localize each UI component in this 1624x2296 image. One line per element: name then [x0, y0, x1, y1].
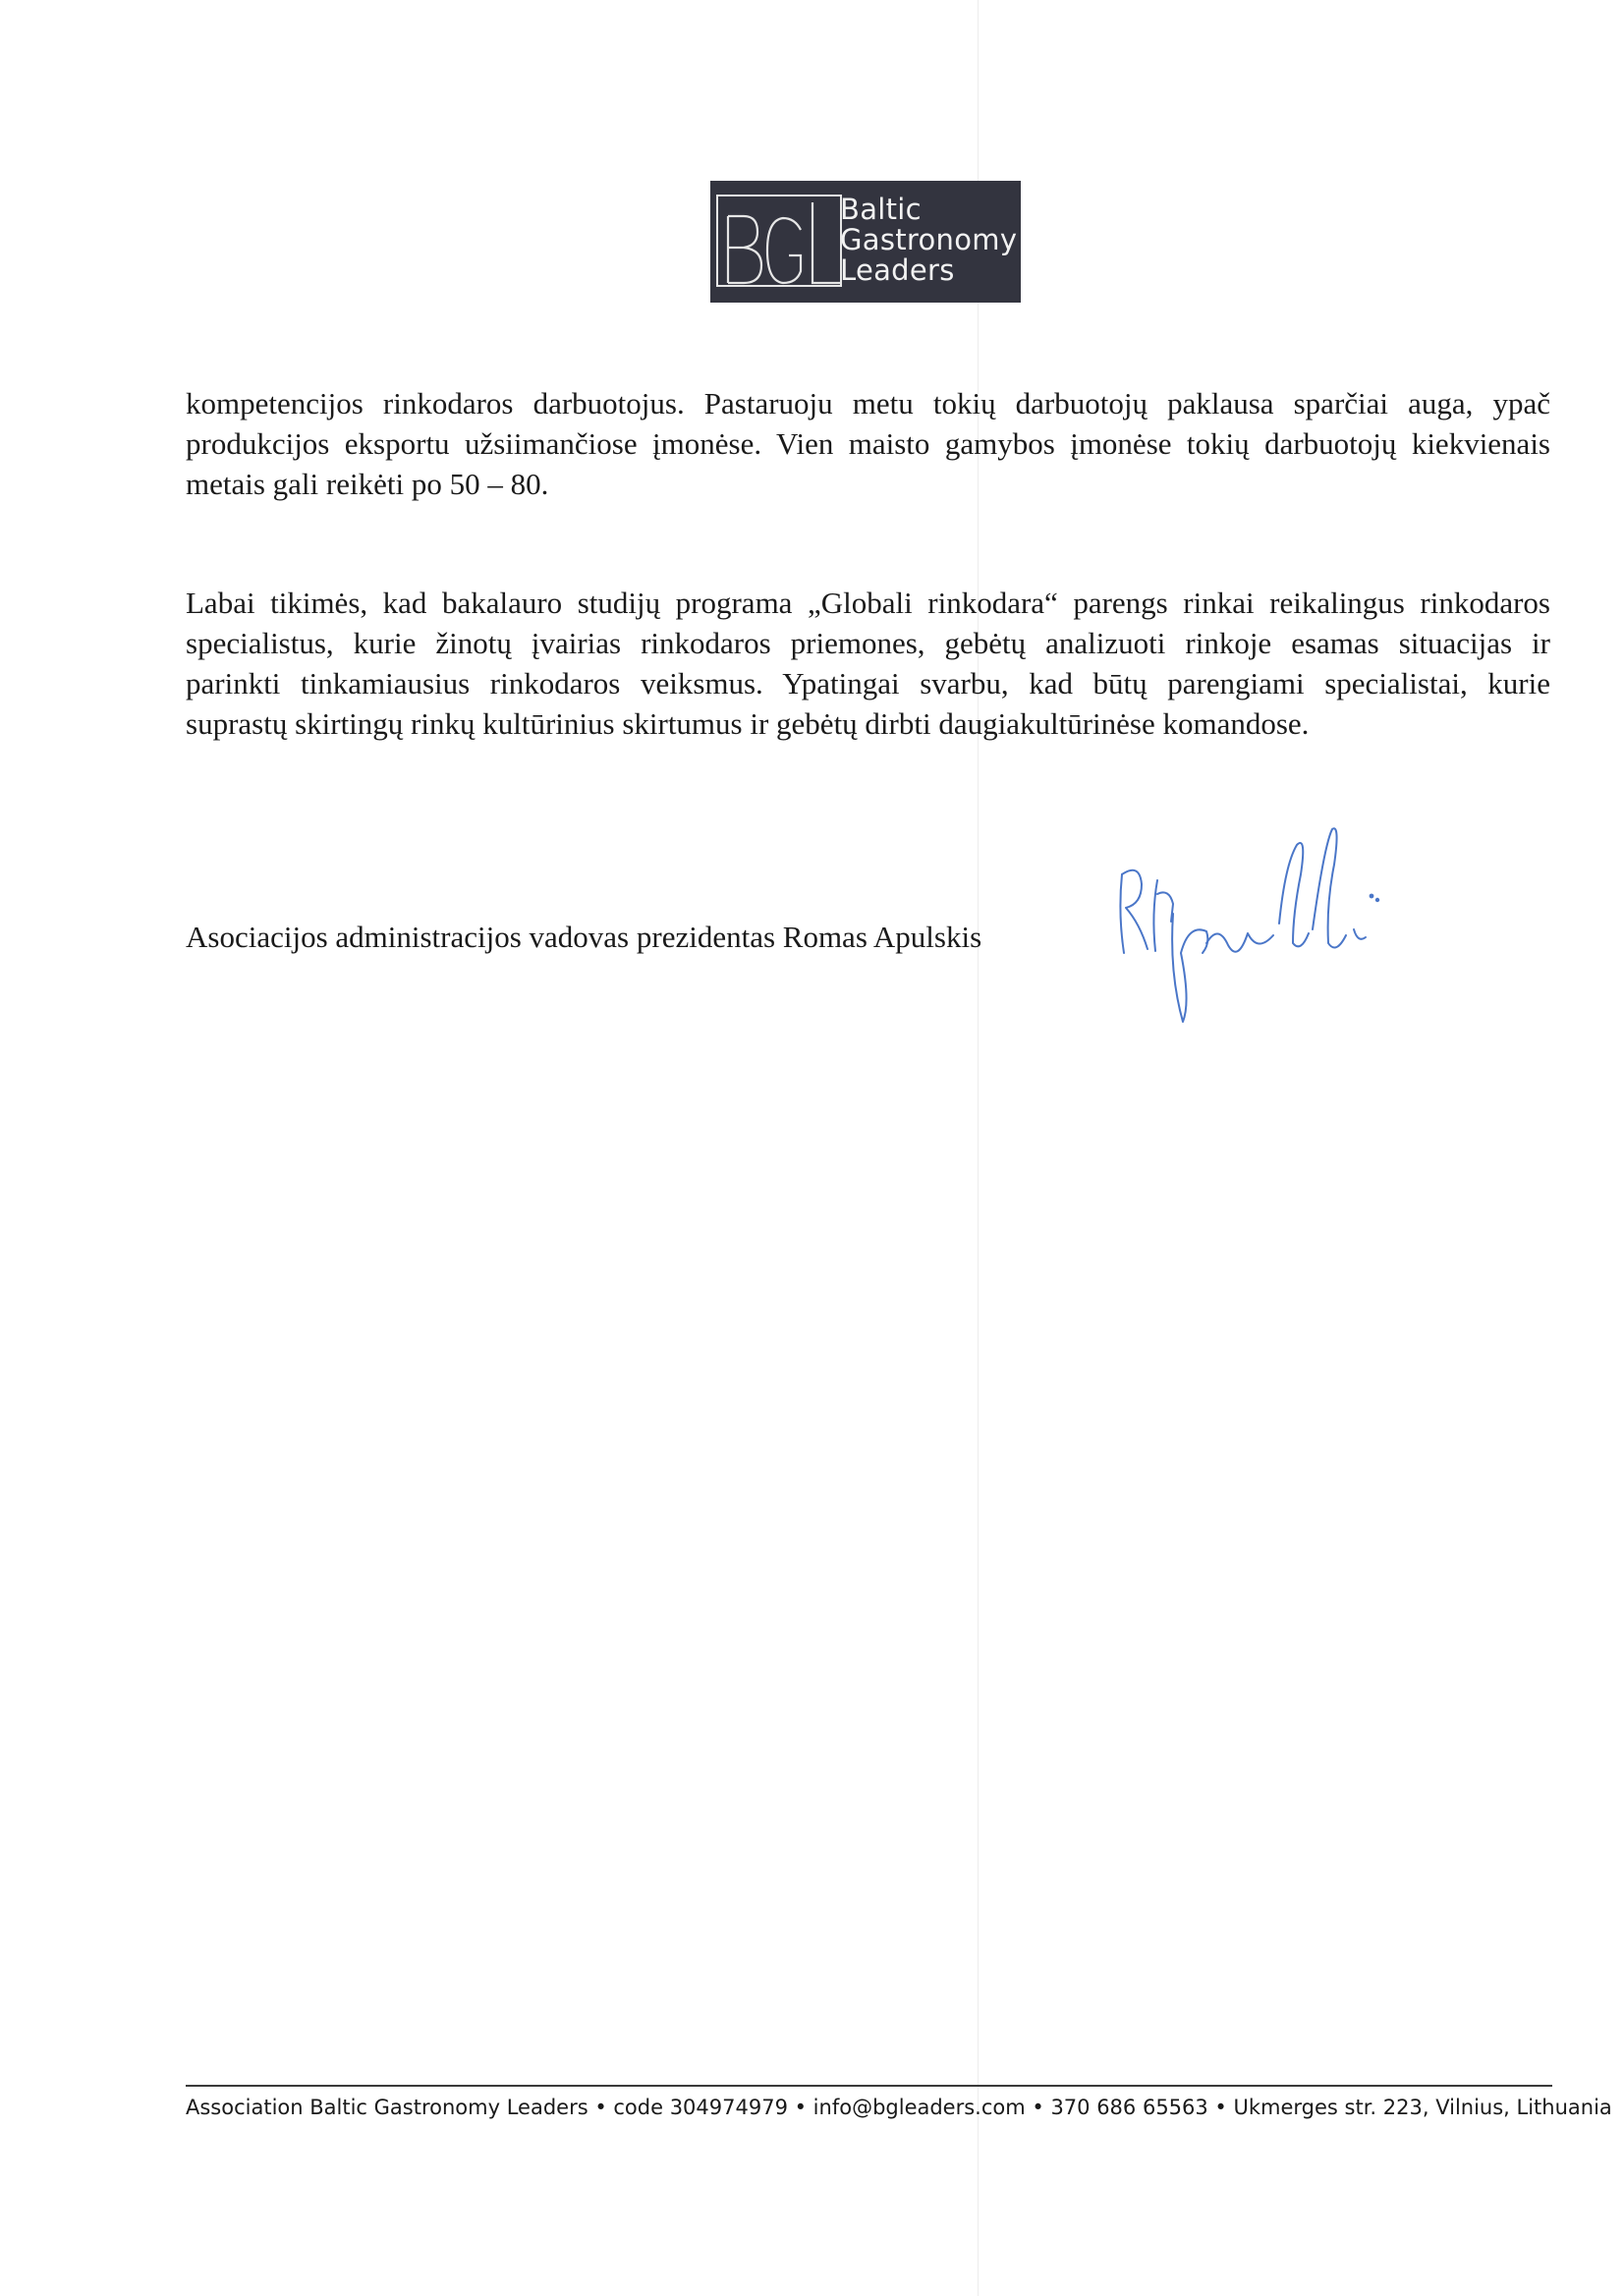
paragraph-line: Labai tikimės, kad bakalauro studijų programa „Globali rinkodara“ parengs rinkai reikalingus rinkodaros — [186, 586, 1550, 620]
signatory-line: Asociacijos administracijos vadovas prezidentas Romas Apulskis — [186, 920, 982, 954]
paragraph-line: produkcijos eksportu užsiimančiose įmonėse. Vien maisto gamybos įmonėse tokių darbuotojų kiekvienais — [186, 426, 1550, 461]
paragraph-line: metais gali reikėti po 50 – 80. — [186, 467, 549, 501]
logo-monogram — [716, 195, 842, 287]
body-paragraph-1 — [186, 383, 1550, 504]
scan-fold-line — [978, 0, 979, 2296]
logo-line-baltic: Baltic — [840, 193, 922, 226]
footer-contact-info: Association Baltic Gastronomy Leaders • code 304974979 • info@bgleaders.com • 370 686 65563 • Ukmerges str. 223, Vilnius, Lithuania — [186, 2096, 1612, 2119]
logo-line-leaders: Leaders — [840, 253, 955, 287]
footer-divider — [186, 2085, 1552, 2087]
paragraph-line: kompetencijos rinkodaros darbuotojus. Pastaruoju metu tokių darbuotojų paklausa sparčiai auga, ypač — [186, 386, 1550, 420]
body-paragraph-2 — [186, 583, 1550, 744]
paragraph-line: specialistus, kurie žinotų įvairias rinkodaros priemones, gebėtų analizuoti rinkoje esamas situacijas ir — [186, 626, 1550, 660]
company-logo — [710, 181, 1021, 303]
paragraph-line: suprastų skirtingų rinkų kultūrinius skirtumus ir gebėtų dirbti daugiakultūrinėse komandose. — [186, 706, 1310, 741]
logo-line-gastronomy: Gastronomy — [840, 223, 1018, 256]
paragraph-line: parinkti tinkamiausius rinkodaros veiksmus. Ypatingai svarbu, kad būtų parengiami specialistai, kurie — [186, 666, 1550, 700]
logo-wordmark — [840, 195, 1017, 286]
handwritten-signature — [1100, 806, 1395, 1041]
